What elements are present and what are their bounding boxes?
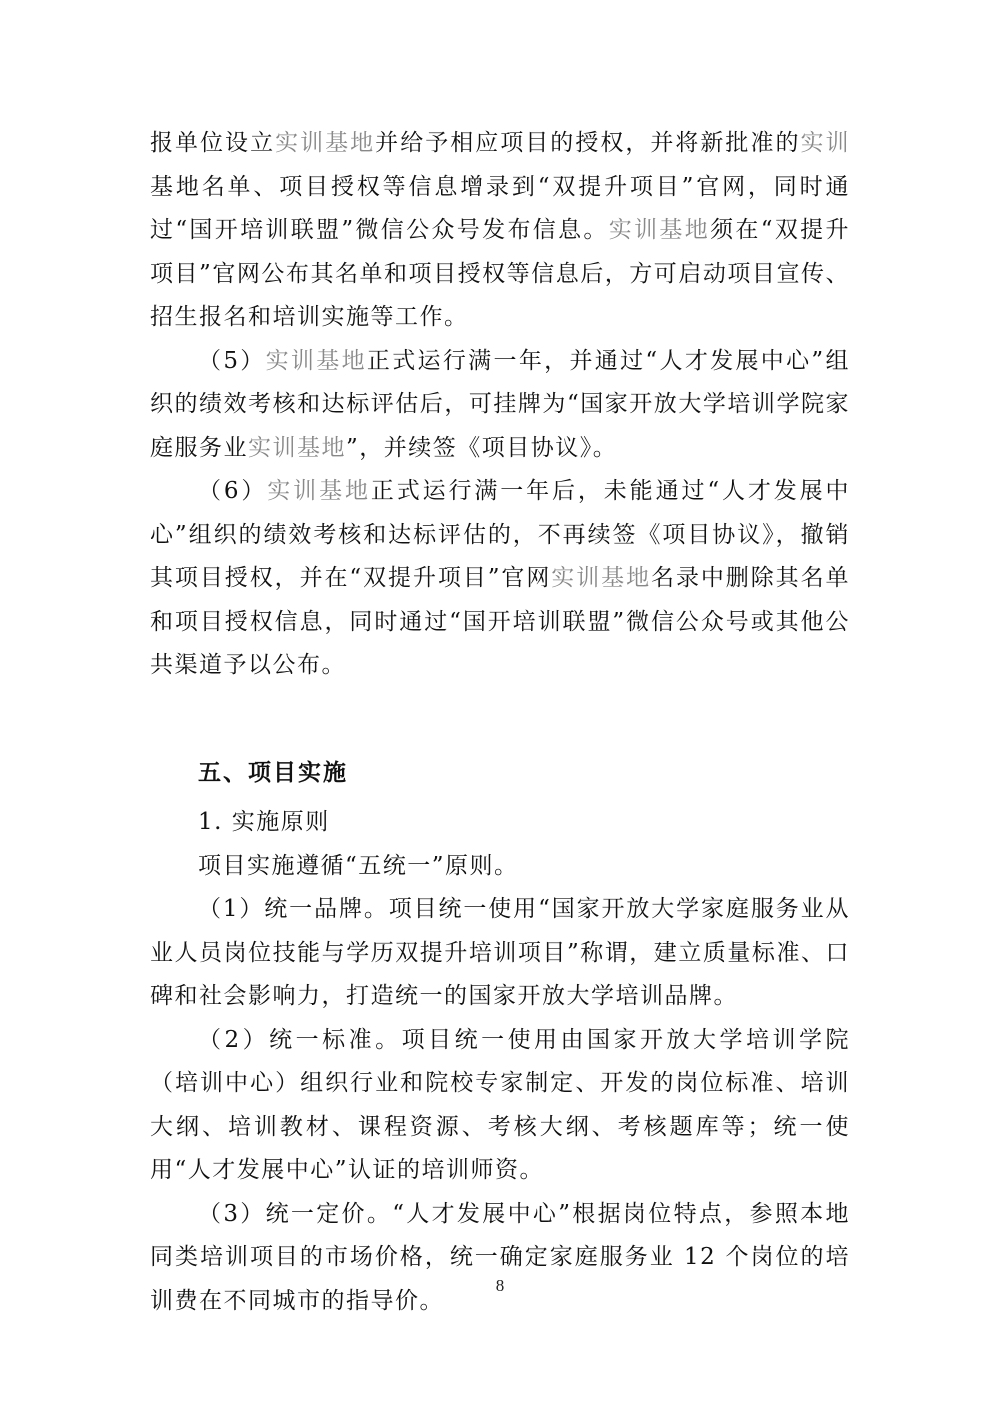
highlight-term: 实训基地 (267, 478, 371, 504)
highlight-term: 实训基地 (275, 130, 376, 156)
paragraph-item-6 (150, 470, 850, 688)
section-heading: 五、项目实施 (198, 759, 348, 786)
paragraph-item-5 (150, 340, 850, 471)
text-segment: 名录中删除其名单和项目授权信息，同时通过“国开培训联盟”微信公众号或其他公共渠道予以公布。 (150, 565, 851, 678)
text-segment: （6） (198, 478, 268, 504)
highlight-term: 实训基地 (608, 217, 711, 243)
highlight-term: 实训基地 (265, 347, 367, 374)
principle-item-2: （2）统一标准。项目统一使用由国家开放大学培训学院（培训中心）组织行业和院校专家制定、开发的岗位标准、培训大纲、培训教材、课程资源、考核大纲、考核题库等；统一使用“人才发展中心”认证的培训师资。 (150, 1026, 850, 1183)
page-body (150, 122, 850, 1323)
highlight-term: 实训基地 (248, 434, 346, 461)
page-number: 8 (495, 1276, 505, 1295)
principle-item-3: （3）统一定价。“人才发展中心”根据岗位特点，参照本地同类培训项目的市场价格，统一确定家庭服务业 12 个岗位的培训费在不同城市的指导价。 (150, 1200, 850, 1314)
paragraph-continuation (150, 122, 850, 340)
highlight-term: 实训 (800, 130, 851, 156)
text-segment: 须在“双提升项目”官网公布其名单和项目授权等信息后，方可启动项目宣传、招生报名和培训实施等工作。 (150, 217, 850, 330)
highlight-term: 实训基地 (551, 565, 652, 591)
section-intro: 项目实施遵循“五统一”原则。 (198, 852, 519, 879)
text-segment: （5） (198, 347, 266, 374)
principle-item-1: （1）统一品牌。项目统一使用“国家开放大学家庭服务业从业人员岗位技能与学历双提升培训项目”称谓，建立质量标准、口碑和社会影响力，打造统一的国家开放大学培训品牌。 (150, 896, 850, 1009)
text-segment: 报单位设立 (150, 130, 276, 156)
text-segment: 正式运行满一年，并通过“人才发展中心”组织的绩效考核和达标评估后，可挂牌为“国家开放大学培训学院家庭服务业 (150, 347, 850, 461)
text-segment: 基地名单、项目授权等信息增录到“双提升项目”官网，同时通过“国开培训联盟”微信公众号发布信息。 (150, 173, 850, 243)
text-segment: 正式运行满一年后，未能通过“人才发展中心”组织的绩效考核和达标评估的，不再续签《项目协议》，撤销其项目授权，并在“双提升项目”官网 (150, 478, 851, 591)
text-segment: 并给予相应项目的授权，并将新批准的 (375, 130, 801, 156)
text-segment: ”，并续签《项目协议》。 (346, 434, 618, 461)
subsection-heading: 1. 实施原则 (198, 809, 330, 835)
